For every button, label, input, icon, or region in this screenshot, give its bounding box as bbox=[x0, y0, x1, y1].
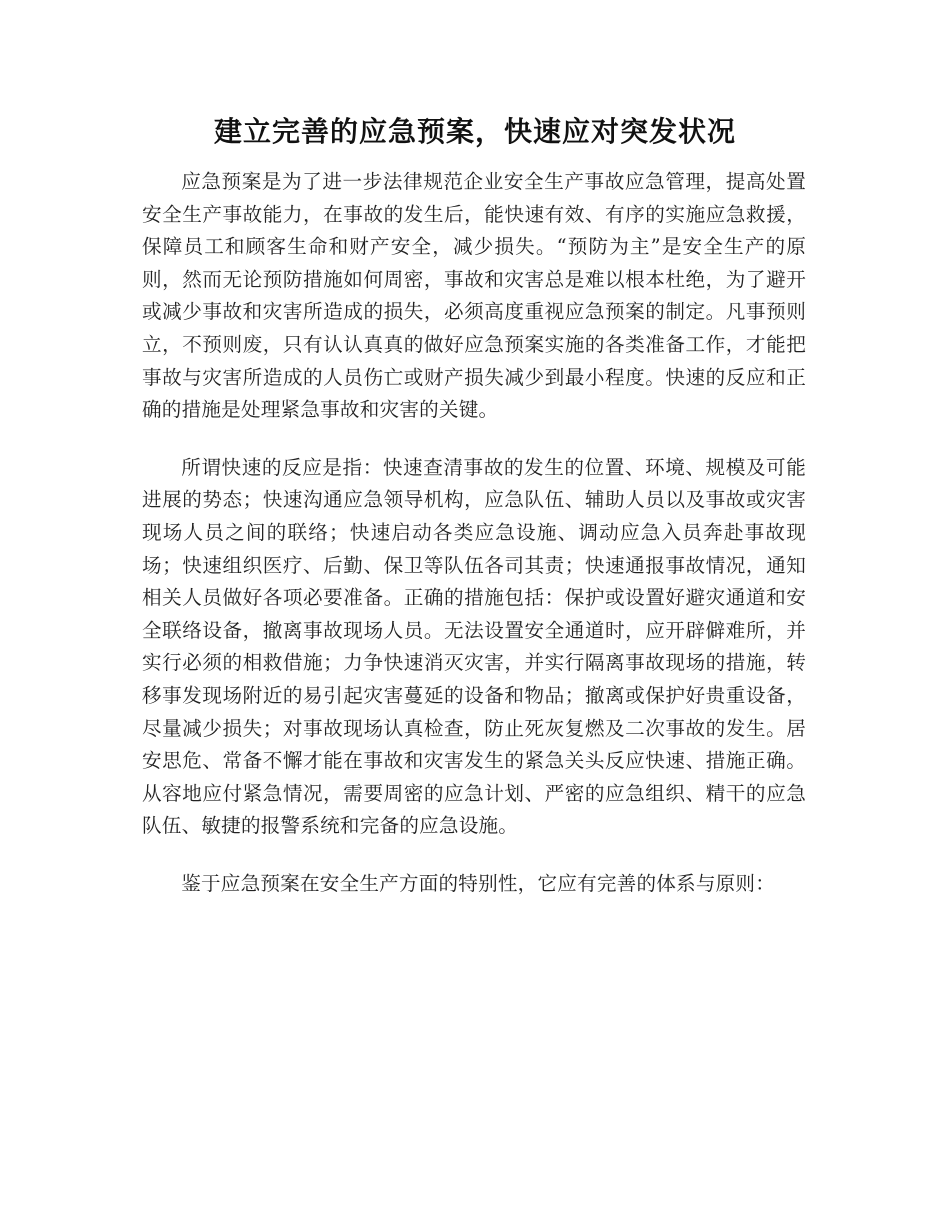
paragraph-3: 鉴于应急预案在安全生产方面的特别性，它应有完善的体系与原则： bbox=[181, 871, 775, 895]
paragraph-2: 所谓快速的反应是指：快速查清事故的发生的位置、环境、规模及可能进展的势态；快速沟通应急领导机构，应急队伍、辅助人员以及事故或灾害现场人员之间的联络；快速启动各类应急设施、调动应急入员奔赴事故现场；快速组织医疗、后勤、保卫等队伍各司其责；快速通报事故情况，通知相关人员做好各项必要准备。正确的措施包括：保护或设置好避灾通道和安全联络设备，撤离事故现场人员。无法设置安全通道时，应开辟僻难所，并实行必须的相救借施；力争快速消灭灾害，并实行隔离事故现场的措施，转移事发现场附近的易引起灾害蔓延的设备和物品；撤离或保护好贵重设备，尽量减少损失；对事故现场认真检查，防止死灰复燃及二次事故的发生。居安思危、常备不懈才能在事故和灾害发生的紧急关头反应快速、措施正确。从容地应付紧急情况，需要周密的应急计划、严密的应急组织、精干的应急队伍、敏捷的报警系统和完备的应急设施。 bbox=[142, 455, 806, 838]
document-title: 建立完善的应急预案，快速应对突发状况 bbox=[213, 115, 736, 148]
document-body bbox=[142, 166, 806, 925]
paragraph-1: 应急预案是为了进一步法律规范企业安全生产事故应急管理，提高处置安全生产事故能力，在事故的发生后，能快速有效、有序的实施应急救援，保障员工和顾客生命和财产安全，减少损失。“预防为主”是安全生产的原则，然而无论预防措施如何周密，事故和灾害总是难以根本杜绝，为了避开或减少事故和灾害所造成的损失，必须高度重视应急预案的制定。凡事预则立，不预则废，只有认认真真的做好应急预案实施的各类准备工作，才能把事故与灾害所造成的人员伤亡或财产损失减少到最小程度。快速的反应和正确的措施是处理紧急事故和灾害的关键。 bbox=[142, 170, 806, 422]
